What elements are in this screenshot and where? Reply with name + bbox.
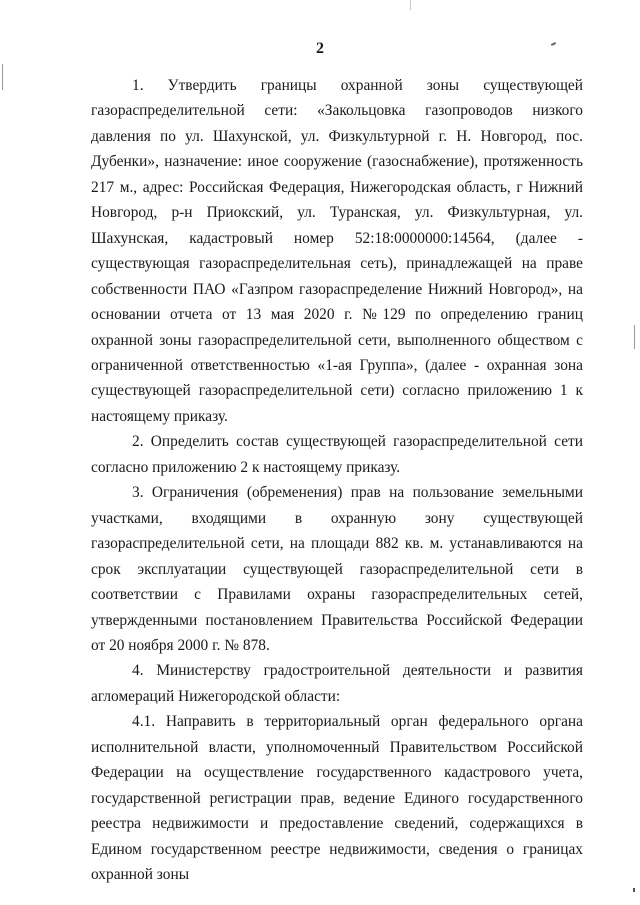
document-body — [91, 73, 583, 888]
paragraph-3: 3. Ограничения (обременения) прав на пользование земельными участками, входящими в охранную зону существующей газораспределительной сети, на площади 882 кв. м. устанавливаются на срок эксплуатации существующей газораспределительной сети в соответствии с Правилами охраны газораспределительных сетей, утвержденными постановлением Правительства Российской Федерации от 20 ноября 2000 г. № 878. — [91, 484, 583, 654]
paragraph-1: 1. Утвердить границы охранной зоны существующей газораспределительной сети: «Закольцовка газопроводов низкого давления по ул. Шахунской, ул. Физкультурной г. Н. Новгород, пос. Дубенки», назначение: иное сооружение (газоснабжение), протяженность 217 м., адрес: Российская Федерация, Нижегородская область, г Нижний Новгород, р-н Приокский, ул. Туранская, ул. Физкультурная, ул. Шахунская, кадастровый номер 52:18:0000000:14564, (далее - существующая газораспределительная сеть), принадлежащей на праве собственности ПАО «Газпром газораспределение Нижний Новгород», на основании отчета от 13 мая 2020 г. №129 по определению границ охранной зоны газораспределительной сети, выполненного обществом с ограниченной ответственностью «1-ая Группа», (далее - охранная зона существующей газораспределительной сети) согласно приложению 1 к настоящему приказу. — [91, 77, 583, 425]
paragraph-2: 2. Определить состав существующей газораспределительной сети согласно приложению 2 к настоящему приказу. — [91, 433, 583, 476]
scan-mark-left — [2, 64, 3, 90]
scan-mark-right — [634, 325, 635, 349]
paragraph-4: 4. Министерству градостроительной деятельности и развития агломераций Нижегородской области: — [91, 662, 583, 705]
scan-mark-top — [410, 0, 411, 10]
page-number: 2 — [316, 40, 324, 57]
paragraph-4-1: 4.1. Направить в территориальный орган федерального органа исполнительной власти, уполномоченный Правительством Российской Федерации на осуществление государственного кадастрового учета, государственной регистрации прав, ведение Единого государственного реестра недвижимости и предоставление сведений, содержащихся в Едином государственном реестре недвижимости, сведения о границах охранной зоны — [91, 713, 583, 884]
scan-mark-bottom — [633, 888, 635, 892]
